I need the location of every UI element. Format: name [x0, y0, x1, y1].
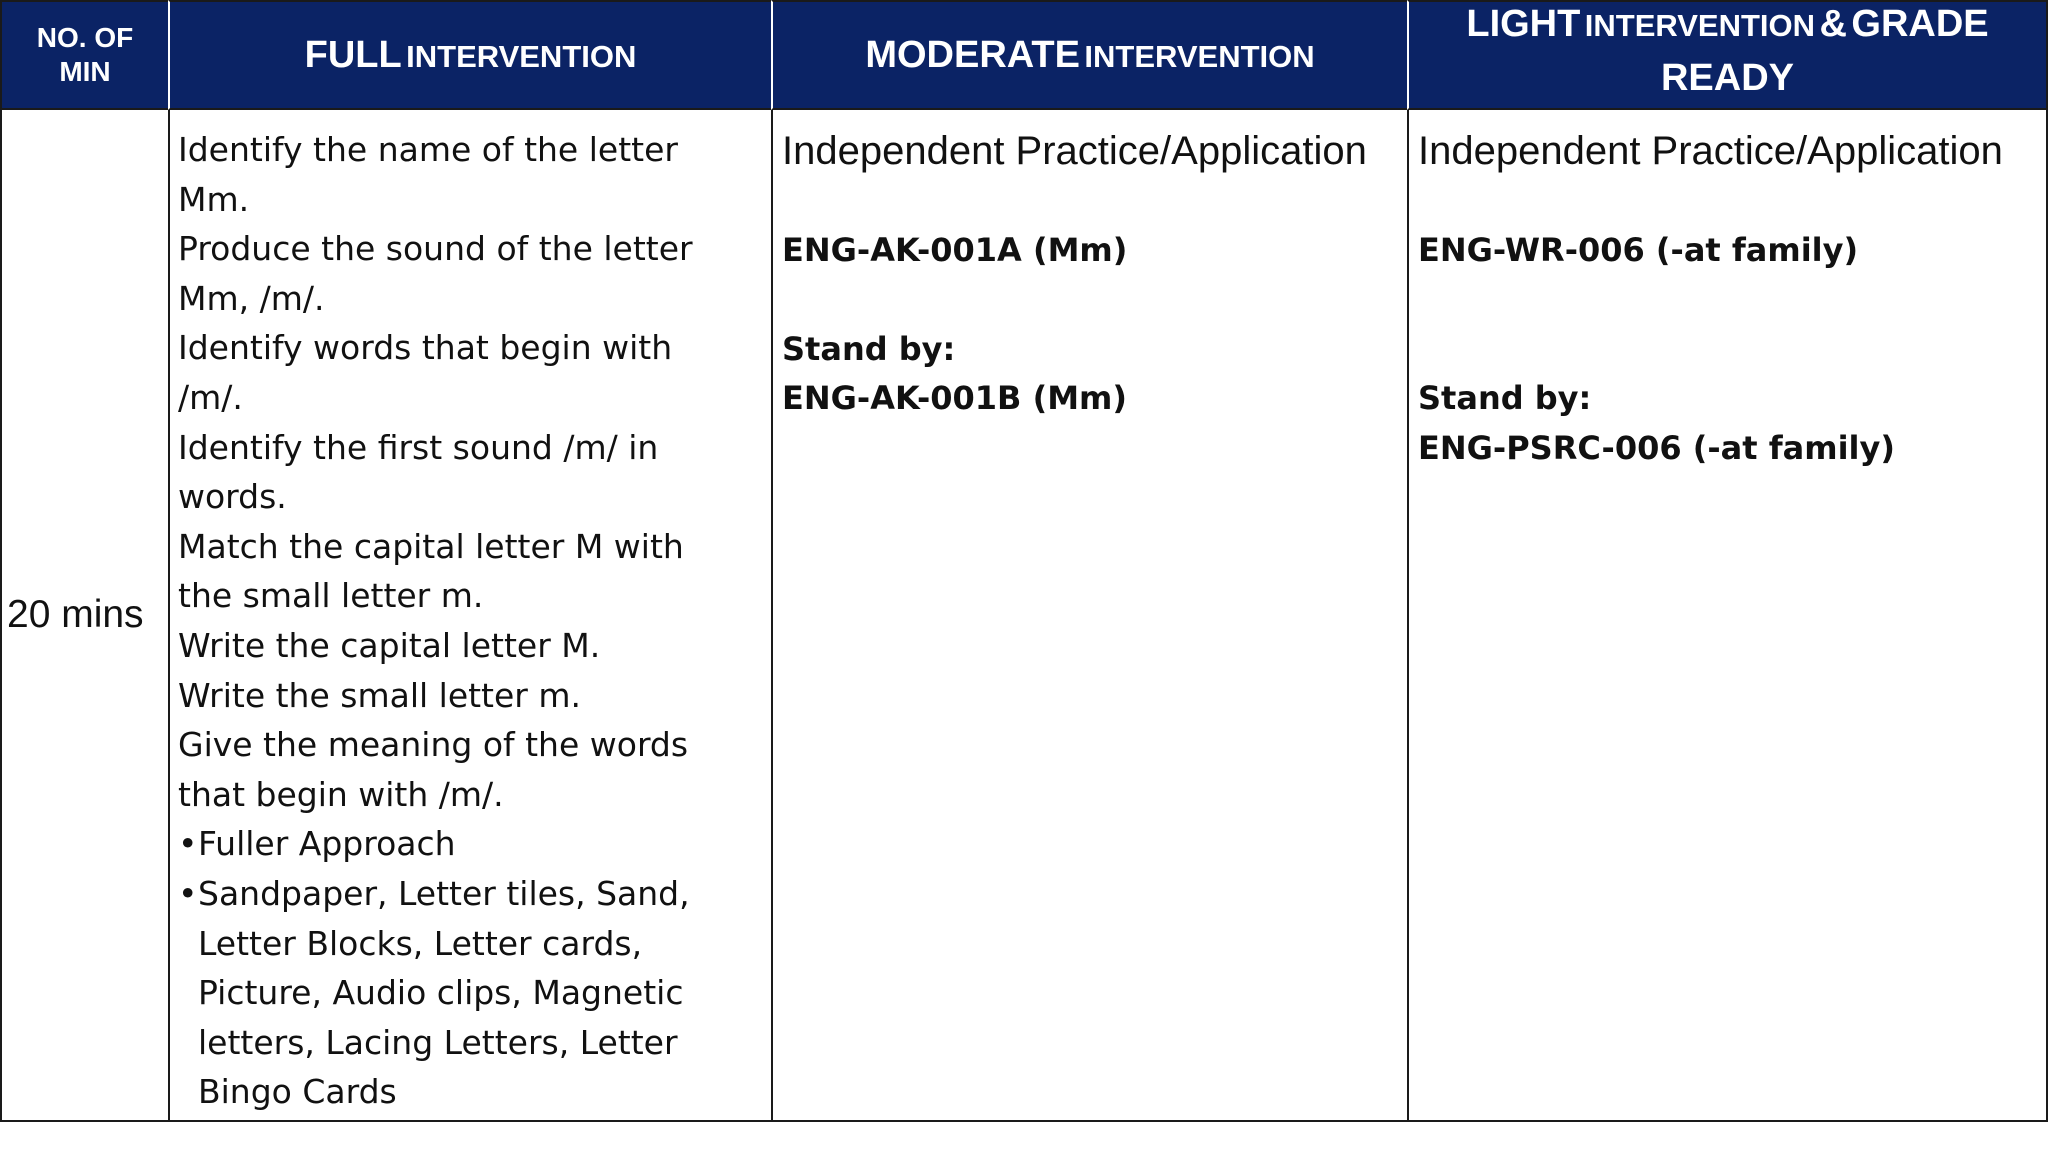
header-light-big3: READY [1660, 57, 1794, 99]
header-light-intervention [1407, 0, 2048, 110]
light-standby-label: Stand by: [1418, 379, 1592, 418]
moderate-title: Independent Practice/Application [782, 129, 1367, 173]
duration-cell [0, 110, 168, 1122]
full-line: Mm, /m/. [178, 278, 325, 318]
full-line: Give the meaning of the words [178, 725, 689, 765]
header-min-line2: MIN [59, 56, 111, 87]
full-intervention-cell [168, 110, 771, 1122]
header-no-of-min [0, 0, 168, 110]
header-moderate-intervention [771, 0, 1407, 110]
light-standby-code: ENG-PSRC-006 (-at family) [1418, 428, 1895, 467]
bullet-item: • Sandpaper, Letter tiles, Sand, Letter Blocks, Letter cards, Picture, Audio clips, Magnetic letters, Lacing Letters, Letter Bingo Cards [178, 869, 761, 1117]
full-line: Identify the name of the letter [178, 130, 678, 169]
full-line: the small letter m. [178, 576, 484, 616]
full-line: Match the capital letter M with [178, 526, 684, 566]
header-moderate-small: INTERVENTION [1084, 38, 1315, 74]
header-full-intervention [168, 0, 771, 110]
header-full-big: FULL [304, 33, 402, 76]
moderate-standby-code: ENG-AK-001B (Mm) [782, 379, 1128, 418]
duration-text: 20 mins [7, 593, 144, 636]
light-title: Independent Practice/Application [1418, 129, 2003, 173]
full-line: that begin with /m/. [178, 774, 504, 814]
header-light-big2: GRADE [1851, 3, 1989, 45]
moderate-intervention-cell [771, 110, 1407, 1122]
moderate-code: ENG-AK-001A (Mm) [782, 230, 1128, 269]
header-moderate-big: MODERATE [865, 33, 1080, 76]
full-line: words. [178, 477, 287, 517]
full-line: Identify words that begin with [178, 328, 673, 368]
bullet-item: • Fuller Approach [178, 819, 761, 869]
header-light-big1: LIGHT [1466, 3, 1581, 45]
full-line: Produce the sound of the letter [178, 229, 693, 269]
full-line: Identify the first sound /m/ in [178, 427, 659, 467]
full-line: /m/. [178, 377, 243, 417]
header-light-amp: & [1819, 3, 1847, 45]
header-min-line1: NO. OF [36, 22, 134, 53]
light-intervention-cell [1407, 110, 2048, 1122]
header-light-small: INTERVENTION [1584, 8, 1816, 43]
full-line: Write the capital letter M. [178, 625, 601, 665]
moderate-standby-label: Stand by: [782, 329, 956, 368]
light-code: ENG-WR-006 (-at family) [1418, 230, 1859, 269]
full-line: Write the small letter m. [178, 675, 581, 715]
header-full-small: INTERVENTION [406, 38, 637, 74]
full-bullet-list [178, 819, 761, 1117]
full-line: Mm. [178, 179, 250, 219]
